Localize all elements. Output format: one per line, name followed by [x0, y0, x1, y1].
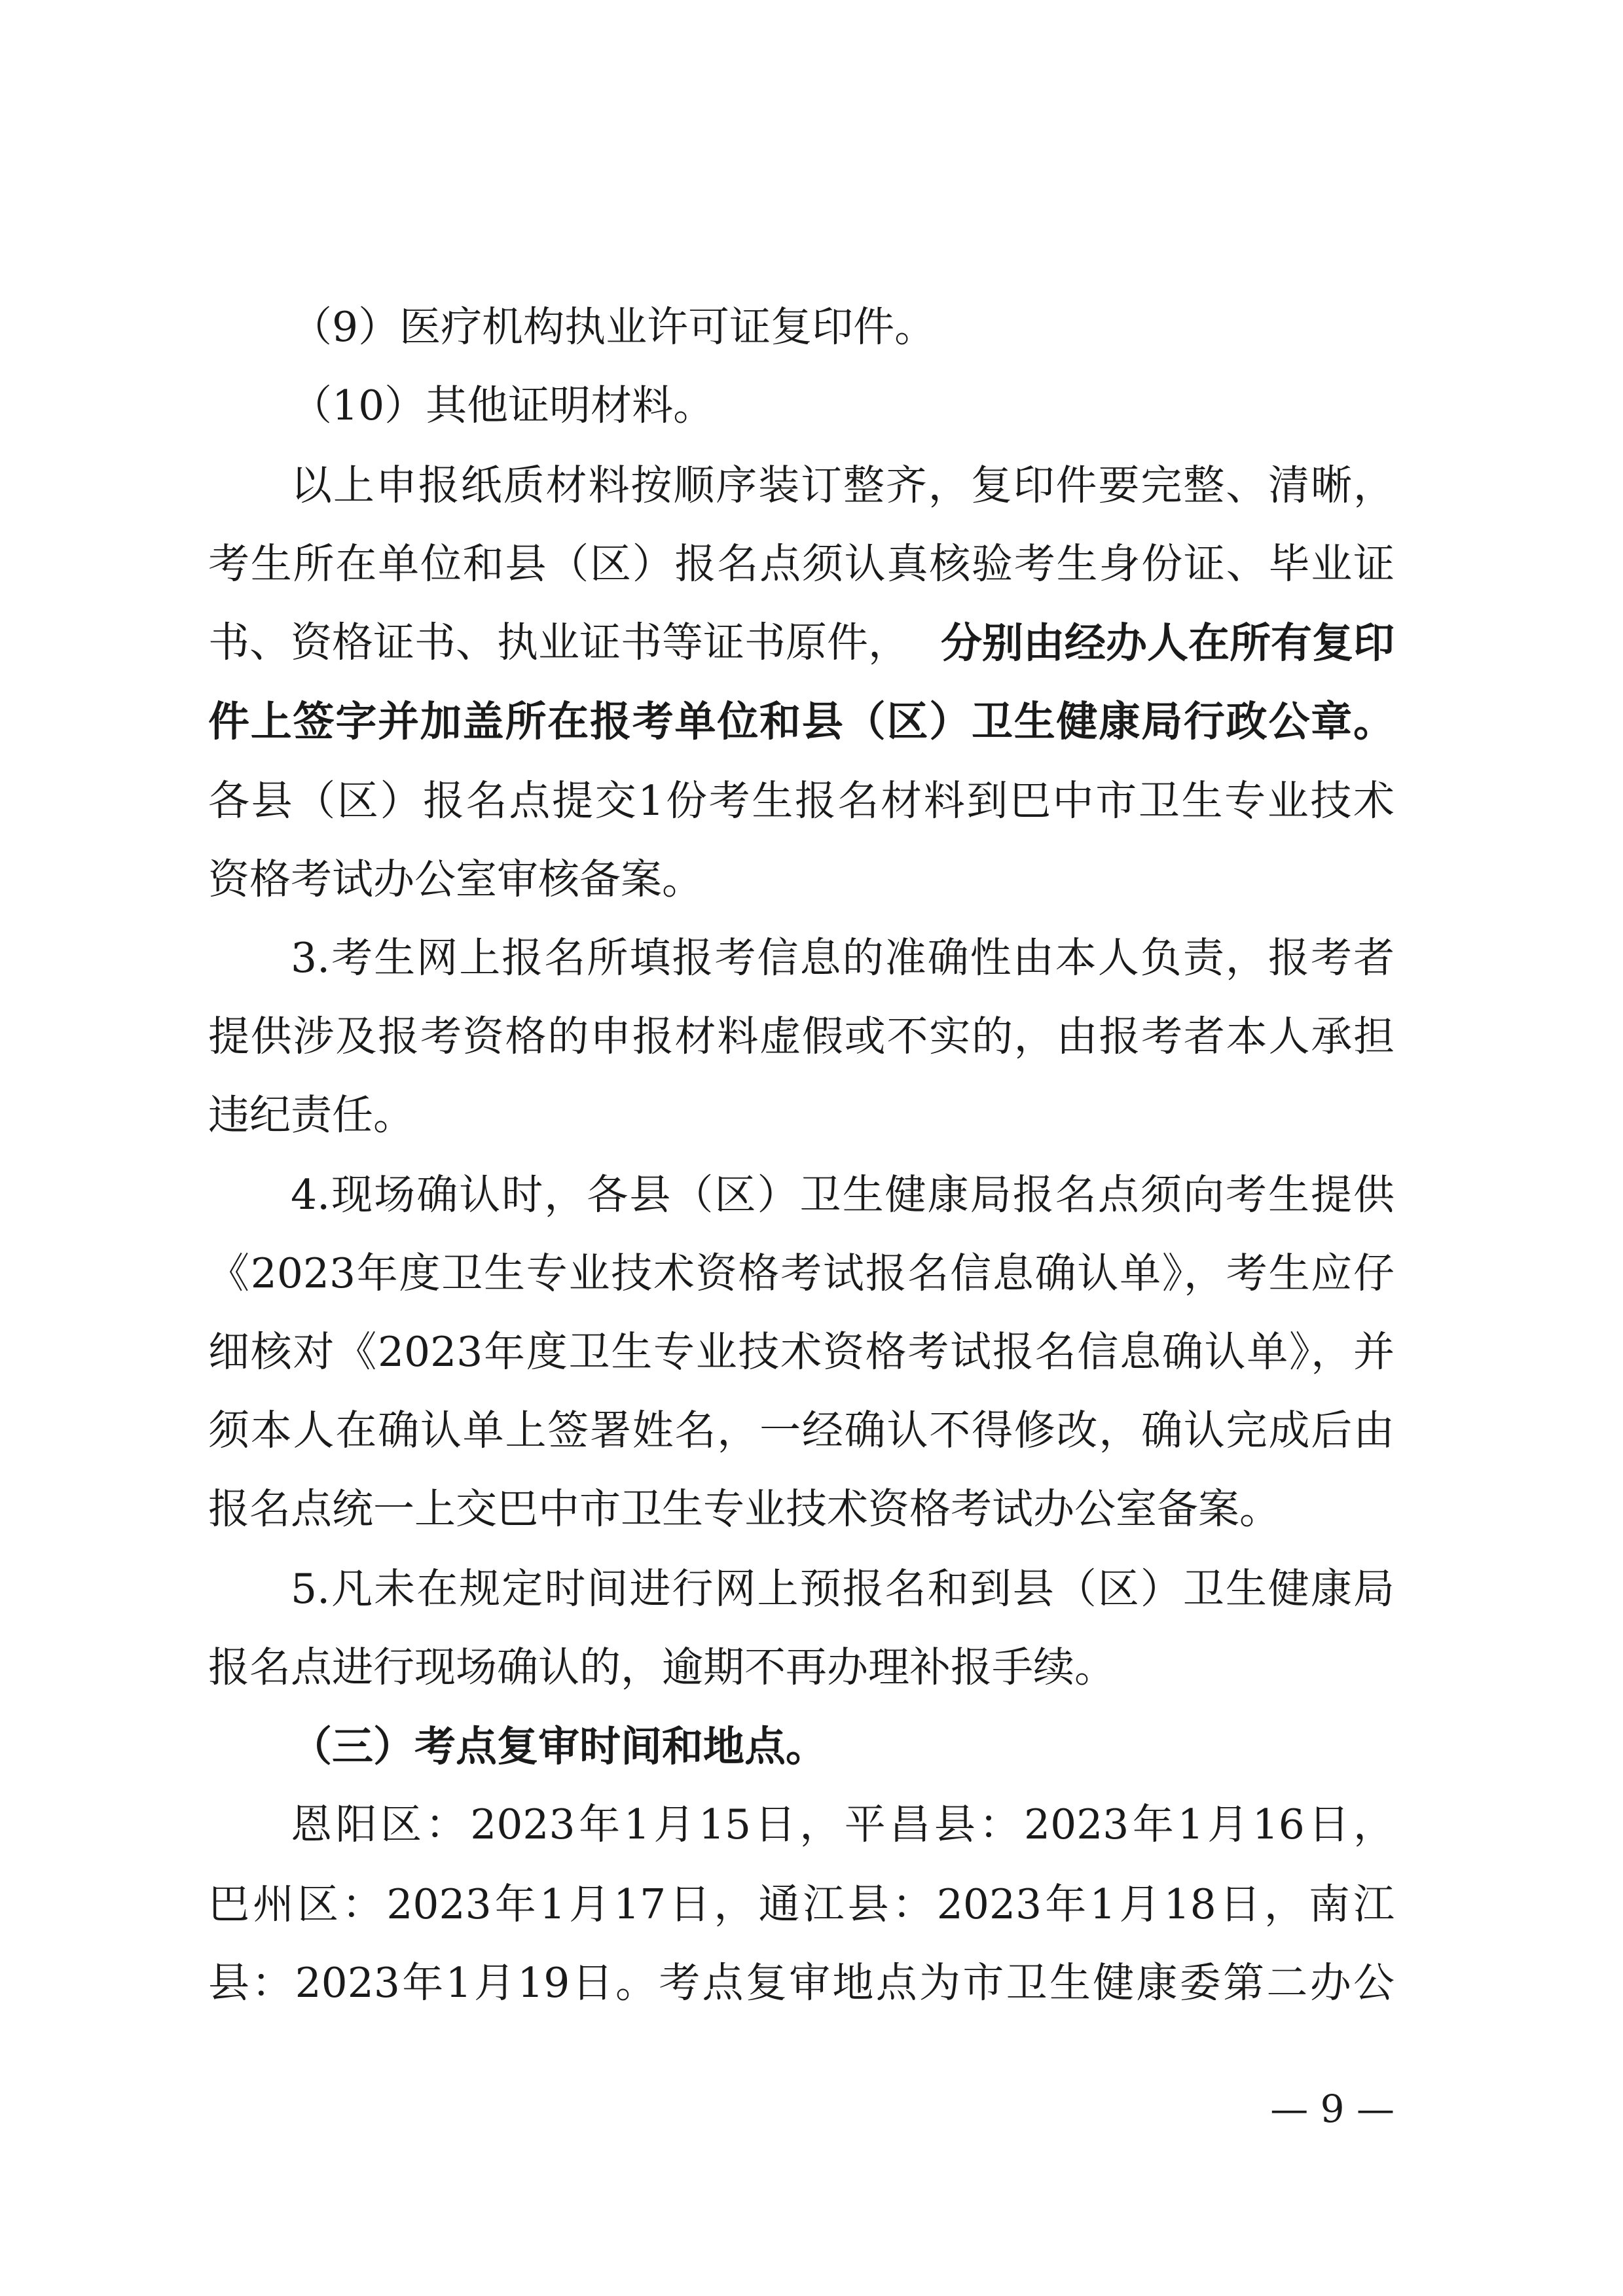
text-line-16: 报名点统一上交巴中市卫生专业技术资格考试办公室备案。 — [208, 1485, 1281, 1533]
text-line-17: 5.凡未在规定时间进行网上预报名和到县（区）卫生健康局 — [291, 1565, 1395, 1613]
text-line-6-bold: 件上签字并加盖所在报考单位和县（区）卫生健康局行政公章。 — [208, 697, 1395, 745]
text-line-7: 各县（区）报名点提交1份考生报名材料到巴中市卫生专业技术 — [208, 777, 1395, 825]
text-line-3: 以上申报纸质材料按顺序装订整齐，复印件要完整、清晰， — [291, 461, 1395, 509]
text-line-8: 资格考试办公室审核备案。 — [208, 855, 703, 903]
text-line-14: 细核对《2023年度卫生专业技术资格考试报名信息确认单》，并 — [208, 1328, 1395, 1376]
text-line-18: 报名点进行现场确认的，逾期不再办理补报手续。 — [208, 1643, 1116, 1691]
text-line-21: 巴州区：2023年1月17日，通江县：2023年1月18日，南江 — [208, 1880, 1395, 1928]
text-line-5-normal: 书、资格证书、执业证书等证书原件， — [208, 619, 909, 666]
text-line-2: （10）其他证明材料。 — [291, 382, 715, 429]
text-line-13: 《2023年度卫生专业技术资格考试报名信息确认单》，考生应仔 — [208, 1249, 1395, 1297]
text-line-22: 县：2023年1月19日。考点复审地点为市卫生健康委第二办公 — [208, 1959, 1395, 2007]
text-line-15: 须本人在确认单上签署姓名，一经确认不得修改，确认完成后由 — [208, 1407, 1395, 1454]
text-line-12: 4.现场确认时，各县（区）卫生健康局报名点须向考生提供 — [291, 1171, 1395, 1219]
text-line-10: 提供涉及报考资格的申报材料虚假或不实的，由报考者本人承担 — [208, 1013, 1395, 1060]
text-line-5-bold: 分别由经办人在所有复印 — [941, 619, 1395, 667]
text-line-5 — [208, 617, 1395, 669]
section-heading: （三）考点复审时间和地点。 — [291, 1722, 827, 1770]
text-line-9: 3.考生网上报名所填报考信息的准确性由本人负责，报考者 — [291, 934, 1395, 982]
page-number: — 9 — — [1270, 2087, 1395, 2131]
text-line-1: （9）医疗机构执业许可证复印件。 — [291, 303, 936, 351]
text-line-4: 考生所在单位和县（区）报名点须认真核验考生身份证、毕业证 — [208, 540, 1395, 588]
text-line-20: 恩阳区：2023年1月15日，平昌县：2023年1月16日， — [291, 1801, 1395, 1848]
text-line-11: 违纪责任。 — [208, 1091, 414, 1139]
